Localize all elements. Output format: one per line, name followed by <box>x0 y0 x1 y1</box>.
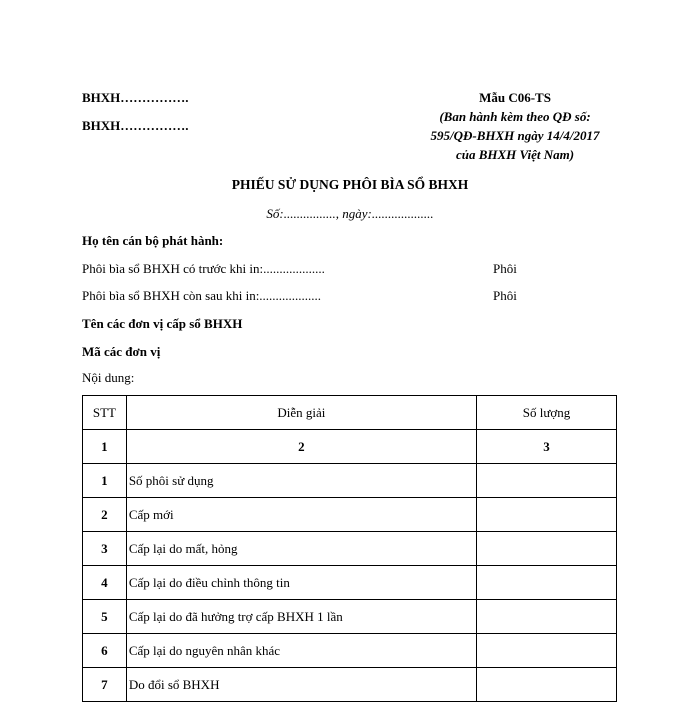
row-stt: 7 <box>83 668 127 702</box>
codes-label: Mã các đơn vị <box>82 344 161 359</box>
table-row <box>83 600 617 634</box>
row-stt: 2 <box>83 498 127 532</box>
table-row <box>83 668 617 702</box>
after-print-label: Phôi bìa sổ BHXH còn sau khi in:................... <box>82 288 322 303</box>
row-stt: 1 <box>83 464 127 498</box>
after-print-unit: Phôi <box>493 288 517 303</box>
table-index-row <box>83 430 617 464</box>
agency-line-1: BHXH……………. <box>82 90 189 105</box>
row-desc: Cấp lại do nguyên nhân khác <box>126 634 476 668</box>
agency-line-2: BHXH……………. <box>82 118 189 133</box>
row-qty <box>476 532 616 566</box>
row-stt: 5 <box>83 600 127 634</box>
header-desc: Diễn giải <box>126 396 476 430</box>
index-col-2: 2 <box>126 430 476 464</box>
usage-table <box>82 395 617 702</box>
header-stt: STT <box>83 396 127 430</box>
issuer-label: Họ tên cán bộ phát hành: <box>82 233 224 248</box>
table-row <box>83 566 617 600</box>
row-stt: 6 <box>83 634 127 668</box>
table-row <box>83 464 617 498</box>
table-row <box>83 532 617 566</box>
header-qty: Số lượng <box>476 396 616 430</box>
before-print-label: Phôi bìa sổ BHXH có trước khi in:................... <box>82 261 325 276</box>
index-col-3: 3 <box>476 430 616 464</box>
index-col-1: 1 <box>83 430 127 464</box>
units-label: Tên các đơn vị cấp sổ BHXH <box>82 316 243 331</box>
table-header-row <box>83 396 617 430</box>
row-qty <box>476 498 616 532</box>
row-desc: Cấp mới <box>126 498 476 532</box>
table-row <box>83 634 617 668</box>
content-label: Nội dung: <box>82 370 135 385</box>
row-qty <box>476 464 616 498</box>
row-desc: Số phôi sử dụng <box>126 464 476 498</box>
document-title: PHIẾU SỬ DỤNG PHÔI BÌA SỔ BHXH <box>231 177 469 192</box>
row-desc: Cấp lại do mất, hỏng <box>126 532 476 566</box>
before-print-unit: Phôi <box>493 261 517 276</box>
row-desc: Cấp lại do đã hưởng trợ cấp BHXH 1 lần <box>126 600 476 634</box>
row-qty <box>476 668 616 702</box>
issued-line-2: 595/QĐ-BHXH ngày 14/4/2017 <box>430 128 600 143</box>
row-qty <box>476 566 616 600</box>
row-qty <box>476 600 616 634</box>
row-qty <box>476 634 616 668</box>
issued-line-1: (Ban hành kèm theo QĐ số: <box>439 109 591 124</box>
form-info <box>380 88 650 164</box>
row-desc: Do đổi sổ BHXH <box>126 668 476 702</box>
form-code: Mẫu C06-TS <box>479 90 551 105</box>
table-row <box>83 498 617 532</box>
row-stt: 3 <box>83 532 127 566</box>
number-date-line: Số:................, ngày:................... <box>266 206 434 221</box>
row-desc: Cấp lại do điều chỉnh thông tin <box>126 566 476 600</box>
issued-line-3: của BHXH Việt Nam) <box>455 147 575 162</box>
row-stt: 4 <box>83 566 127 600</box>
